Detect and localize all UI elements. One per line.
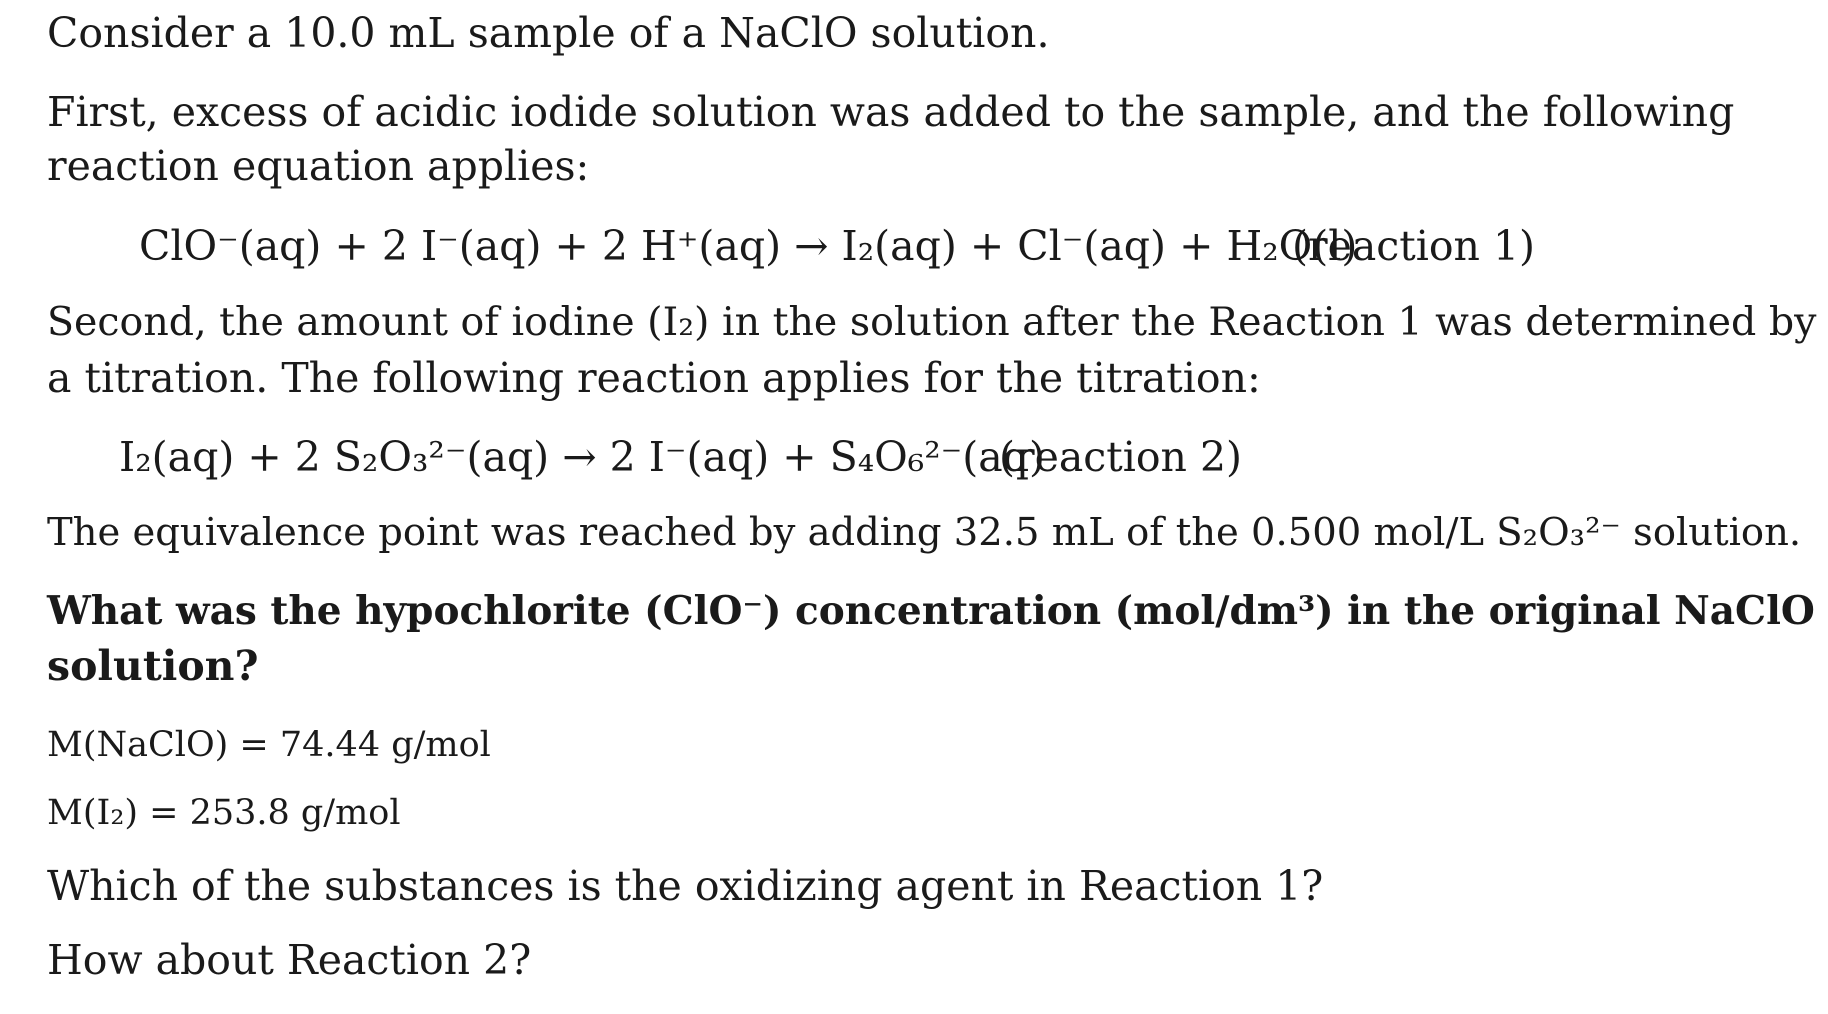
question-line2: solution?: [47, 642, 259, 690]
followup-question-1: Which of the substances is the oxidizing agent in Reaction 1?: [47, 862, 1324, 910]
step1-line1: First, excess of acidic iodide solution was added to the sample, and the following: [47, 88, 1735, 136]
intro-text: Consider a 10.0 mL sample of a NaClO solution.: [47, 9, 1050, 57]
question-line1: What was the hypochlorite (ClO⁻) concentration (mol/dm³) in the original NaClO: [47, 588, 1815, 634]
step2-line2: a titration. The following reaction applies for the titration:: [47, 354, 1261, 402]
reaction1-label: (reaction 1): [1292, 222, 1536, 270]
step1-line2: reaction equation applies:: [47, 142, 590, 190]
molar-mass-i2: M(I₂) = 253.8 g/mol: [47, 793, 401, 833]
reaction2-equation: I₂(aq) + 2 S₂O₃²⁻(aq) → 2 I⁻(aq) + S₄O₆²⁻(aq): [119, 433, 1045, 481]
reaction2-label: (reaction 2): [999, 433, 1243, 481]
followup-question-2: How about Reaction 2?: [47, 936, 532, 984]
molar-mass-naclo: M(NaClO) = 74.44 g/mol: [47, 725, 491, 765]
equivalence-text: The equivalence point was reached by adding 32.5 mL of the 0.500 mol/L S₂O₃²⁻ solution.: [47, 510, 1802, 555]
step2-line1: Second, the amount of iodine (I₂) in the solution after the Reaction 1 was determined by: [47, 299, 1817, 345]
reaction1-equation: ClO⁻(aq) + 2 I⁻(aq) + 2 H⁺(aq) → I₂(aq) + Cl⁻(aq) + H₂O(l): [139, 222, 1358, 270]
